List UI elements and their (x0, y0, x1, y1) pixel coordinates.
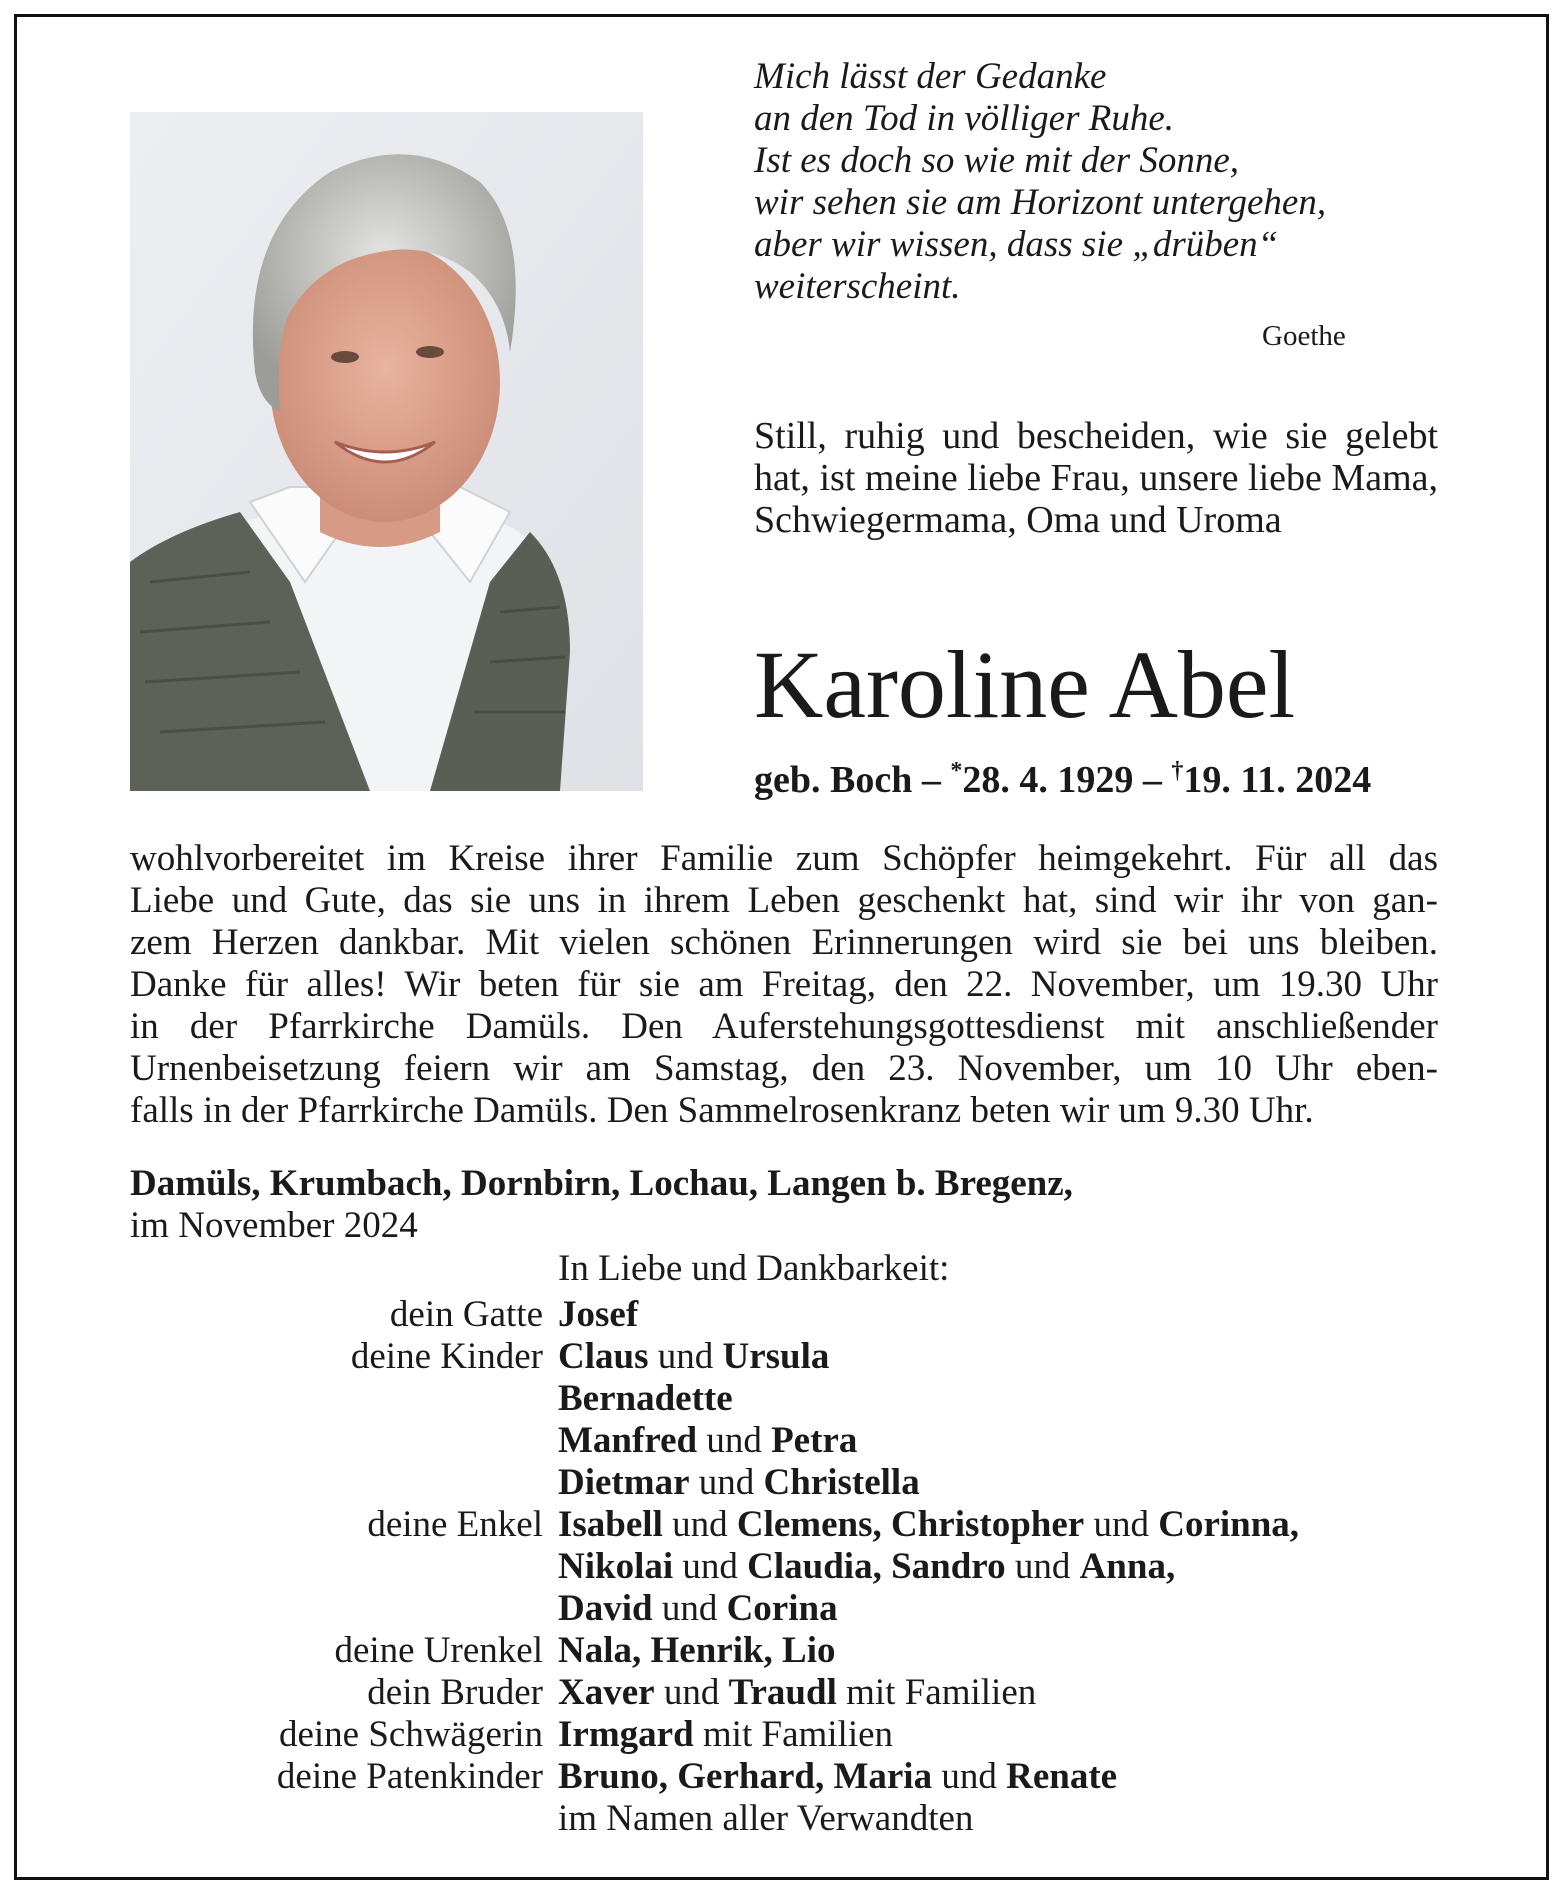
mourner-name: Christella (763, 1462, 920, 1503)
mourner-connector: und (652, 1588, 727, 1629)
birth-name: geb. Boch (754, 759, 913, 801)
born-symbol: * (950, 758, 963, 784)
mourner-name: Corina (726, 1588, 838, 1629)
mourner-name: Petra (771, 1420, 858, 1461)
mourner-relation (130, 1588, 558, 1630)
mourner-connector: und (673, 1546, 748, 1587)
quote-line: wir sehen sie am Horizont untergehen, (754, 182, 1327, 223)
quote-line: Mich lässt der Gedanke (754, 56, 1107, 97)
mourner-name: Clemens, Christopher (736, 1504, 1085, 1545)
mourner-names (558, 1714, 893, 1756)
mourner-name: Bruno, Gerhard, Maria (558, 1756, 933, 1797)
text-line: in der Pfarrkirche Damüls. Den Auferstehungsgottesdienst mit anschließender (130, 1006, 1438, 1047)
announcement-text (130, 838, 1438, 1132)
mourner-names (558, 1588, 838, 1630)
mourner-relation: dein Gatte (389, 1294, 543, 1335)
mourner-relation: dein Bruder (367, 1672, 543, 1713)
mourner-row (130, 1462, 1299, 1504)
date-separator: – (912, 759, 951, 801)
mourner-row (130, 1588, 1299, 1630)
quote-line: aber wir wissen, dass sie „drüben“ (754, 224, 1279, 265)
mourner-connector: und (662, 1504, 737, 1545)
mourner-names (558, 1294, 638, 1336)
mourner-connector: und (648, 1336, 723, 1377)
mourner-relation: deine Schwägerin (278, 1714, 543, 1755)
mourner-connector: mit Familien (693, 1714, 894, 1755)
quote (754, 56, 1326, 308)
mourner-names (558, 1672, 1036, 1714)
mourner-connector: im Namen aller Verwandten (558, 1798, 974, 1839)
mourner-name: Renate (1006, 1756, 1118, 1797)
quote-line: weiterscheint. (754, 266, 961, 307)
mourner-names (558, 1378, 733, 1420)
mourner-names (558, 1504, 1299, 1546)
deceased-name: Karoline Abel (754, 631, 1296, 738)
place-date: im November 2024 (130, 1205, 418, 1246)
mourner-name: Claudia, Sandro (747, 1546, 1006, 1587)
mourner-names (558, 1462, 920, 1504)
mourner-connector: und (697, 1420, 772, 1461)
mourner-row (130, 1630, 1299, 1672)
mourner-name: Anna, (1079, 1546, 1176, 1587)
mourner-name: Nala, Henrik, Lio (558, 1630, 836, 1671)
mourner-name: David (558, 1588, 653, 1629)
text-line: falls in der Pfarrkirche Damüls. Den Sammelrosenkranz beten wir um 9.30 Uhr. (130, 1090, 1314, 1131)
date-separator: – (1133, 759, 1172, 801)
mourner-names (558, 1798, 973, 1840)
mourner-name: Nikolai (558, 1546, 674, 1587)
died-symbol: † (1171, 758, 1184, 784)
mourner-names (558, 1630, 836, 1672)
mourner-relation (130, 1420, 558, 1462)
mourner-name: Manfred (558, 1420, 698, 1461)
quote-author: Goethe (1262, 320, 1346, 352)
mourner-name: Dietmar (558, 1462, 690, 1503)
text-line: Urnenbeisetzung feiern wir am Samstag, den 23. November, um 10 Uhr eben- (130, 1048, 1438, 1089)
quote-line: Ist es doch so wie mit der Sonne, (754, 140, 1240, 181)
mourner-connector: und (1005, 1546, 1080, 1587)
mourner-name: Claus (558, 1336, 649, 1377)
mourner-row (130, 1504, 1299, 1546)
mourner-connector: und (689, 1462, 764, 1503)
mourner-names (558, 1756, 1117, 1798)
mourner-row (130, 1672, 1299, 1714)
mourner-connector: mit Familien (836, 1672, 1037, 1713)
mourners-list (130, 1294, 1299, 1840)
mourner-row (130, 1798, 1299, 1840)
birth-date: 28. 4. 1929 (962, 759, 1134, 801)
text-line: wohlvorbereitet im Kreise ihrer Familie zum Schöpfer heimgekehrt. Für all das (130, 838, 1438, 879)
mourner-connector: und (932, 1756, 1007, 1797)
mourner-row (130, 1378, 1299, 1420)
mourner-names (558, 1546, 1175, 1588)
mourner-name: Corinna, (1158, 1504, 1300, 1545)
mourner-relation (130, 1798, 558, 1840)
mourner-row (130, 1294, 1299, 1336)
intro-text: Still, ruhig und bescheiden, wie sie gelebt hat, ist meine liebe Frau, unsere liebe Mama, Schwiegermama, Oma und Uroma (754, 415, 1438, 541)
mourner-relation: deine Patenkinder (276, 1756, 543, 1797)
mourner-connector: und (1084, 1504, 1159, 1545)
mourner-name: Isabell (558, 1504, 663, 1545)
text-line: zem Herzen dankbar. Mit vielen schönen Erinnerungen wird sie bei uns bleiben. (130, 922, 1438, 963)
mourner-name: Xaver (558, 1672, 655, 1713)
mourner-relation: deine Enkel (367, 1504, 543, 1545)
mourner-row (130, 1420, 1299, 1462)
mourner-row (130, 1336, 1299, 1378)
portrait-illustration (130, 112, 643, 791)
mourner-row (130, 1714, 1299, 1756)
mourner-relation: deine Kinder (350, 1336, 543, 1377)
text-line: Liebe und Gute, das sie uns in ihrem Leben geschenkt hat, sind wir ihr von gan- (130, 880, 1438, 921)
mourner-row (130, 1546, 1299, 1588)
mourner-name: Traudl (728, 1672, 837, 1713)
death-date: 19. 11. 2024 (1183, 759, 1372, 801)
mourner-connector: und (654, 1672, 729, 1713)
mourner-names (558, 1420, 857, 1462)
quote-line: an den Tod in völliger Ruhe. (754, 98, 1174, 139)
text-line: Danke für alles! Wir beten für sie am Freitag, den 22. November, um 19.30 Uhr (130, 964, 1438, 1005)
thanks-line: In Liebe und Dankbarkeit: (558, 1248, 950, 1289)
portrait-photo (130, 112, 643, 791)
mourner-name: Bernadette (558, 1378, 733, 1419)
life-dates (754, 758, 1371, 802)
mourner-name: Ursula (722, 1336, 830, 1377)
mourner-name: Josef (558, 1294, 639, 1335)
mourner-relation (130, 1546, 558, 1588)
mourner-relation (130, 1462, 558, 1504)
mourner-relation: deine Urenkel (334, 1630, 543, 1671)
places: Damüls, Krumbach, Dornbirn, Lochau, Langen b. Bregenz, (130, 1163, 1073, 1204)
mourner-relation (130, 1378, 558, 1420)
mourner-row (130, 1756, 1299, 1798)
mourner-names (558, 1336, 829, 1378)
mourner-name: Irmgard (558, 1714, 694, 1755)
